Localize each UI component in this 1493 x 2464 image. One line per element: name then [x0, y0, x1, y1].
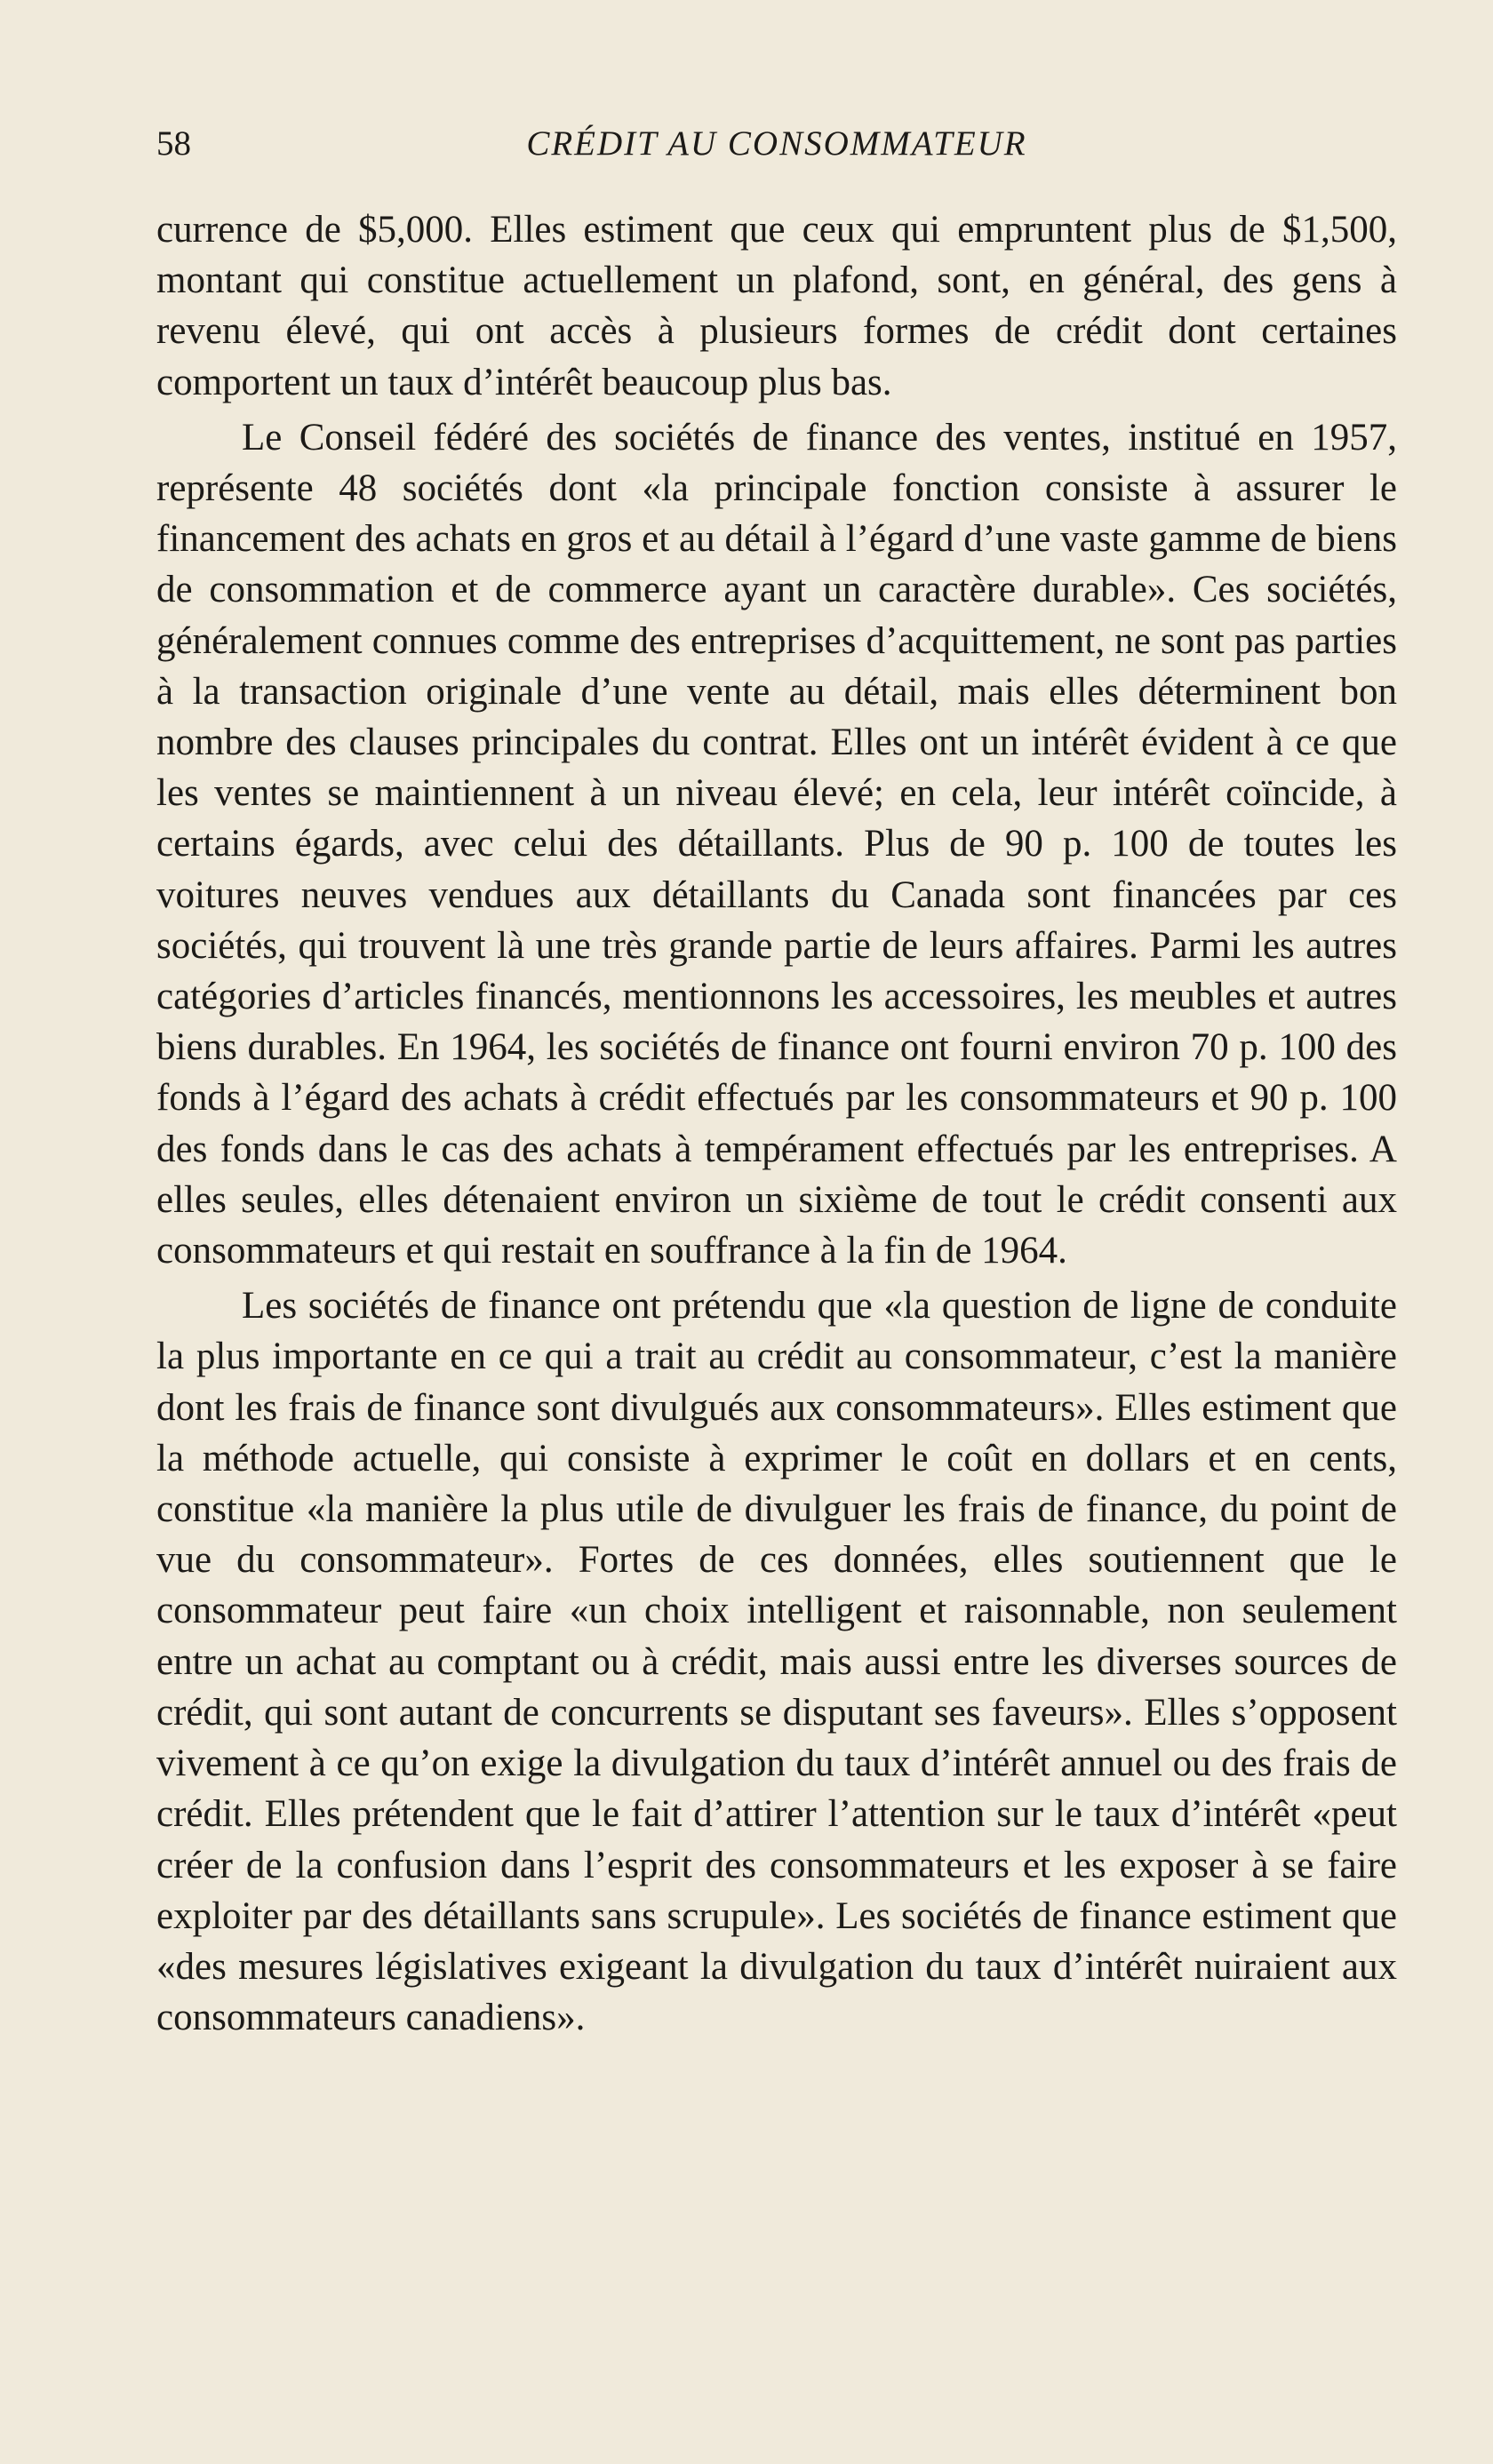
running-title: CRÉDIT AU CONSOMMATEUR: [526, 124, 1027, 163]
paragraph-1: currence de $5,000. Elles estiment que ceux qui empruntent plus de $1,500, montant qui constitue actuellement un plafond, sont, en général, des gens à revenu élevé, qui ont accès à plusieurs formes de crédit dont certaines comportent un taux d’intérêt beaucoup plus bas.: [156, 209, 1397, 403]
page-number: 58: [156, 124, 191, 163]
paragraph-3: Les sociétés de finance ont prétendu que «la question de ligne de conduite la plus importante en ce qui a trait au crédit au consommateur, c’est la manière dont les frais de finance sont divulgués aux consommateurs». Elles estiment que la méthode actuelle, qui consiste à exprimer le coût en dollars et en cents, constitue «la manière la plus utile de divulguer les frais de finance, du point de vue du consommateur». Fortes de ces données, elles soutiennent que le consommateur peut faire «un choix intelligent et raisonnable, non seulement entre un achat au comptant ou à crédit, mais aussi entre les diverses sources de crédit, qui sont autant de concurrents se disputant ses faveurs». Elles s’opposent vivement à ce qu’on exige la divulgation du taux d’intérêt annuel ou des frais de crédit. Elles prétendent que le fait d’attirer l’attention sur le taux d’intérêt «peut créer de la confusion dans l’esprit des consommateurs et les exposer à se faire exploiter par des détaillants sans scrupule». Les sociétés de finance estiment que «des mesures législatives exigeant la divulgation du taux d’intérêt nuiraient aux consommateurs canadiens».: [156, 1285, 1397, 2039]
paragraph-2: Le Conseil fédéré des sociétés de finance des ventes, institué en 1957, représente 48 sociétés dont «la principale fonction consiste à assurer le financement des achats en gros et au détail à l’égard d’une vaste gamme de biens de consommation et de commerce ayant un caractère durable». Ces sociétés, généralement connues comme des entreprises d’acquittement, ne sont pas parties à la transaction originale d’une vente au détail, mais elles déterminent bon nombre des clauses principales du contrat. Elles ont un intérêt évident à ce que les ventes se maintiennent à un niveau élevé; en cela, leur intérêt coïncide, à certains égards, avec celui des détaillants. Plus de 90 p. 100 de toutes les voitures neuves vendues aux détaillants du Canada sont financées par ces sociétés, qui trouvent là une très grande partie de leurs affaires. Parmi les autres catégories d’articles financés, mentionnons les accessoires, les meubles et autres biens durables. En 1964, les sociétés de finance ont fourni environ 70 p. 100 des fonds à l’égard des achats à crédit effectués par les consommateurs et 90 p. 100 des fonds dans le cas des achats à tempérament effectués par les entreprises. A elles seules, elles détenaient environ un sixième de tout le crédit consenti aux consommateurs et qui restait en souffrance à la fin de 1964.: [156, 416, 1397, 1272]
page-header: [156, 117, 1397, 171]
body-text: [156, 204, 1397, 2047]
